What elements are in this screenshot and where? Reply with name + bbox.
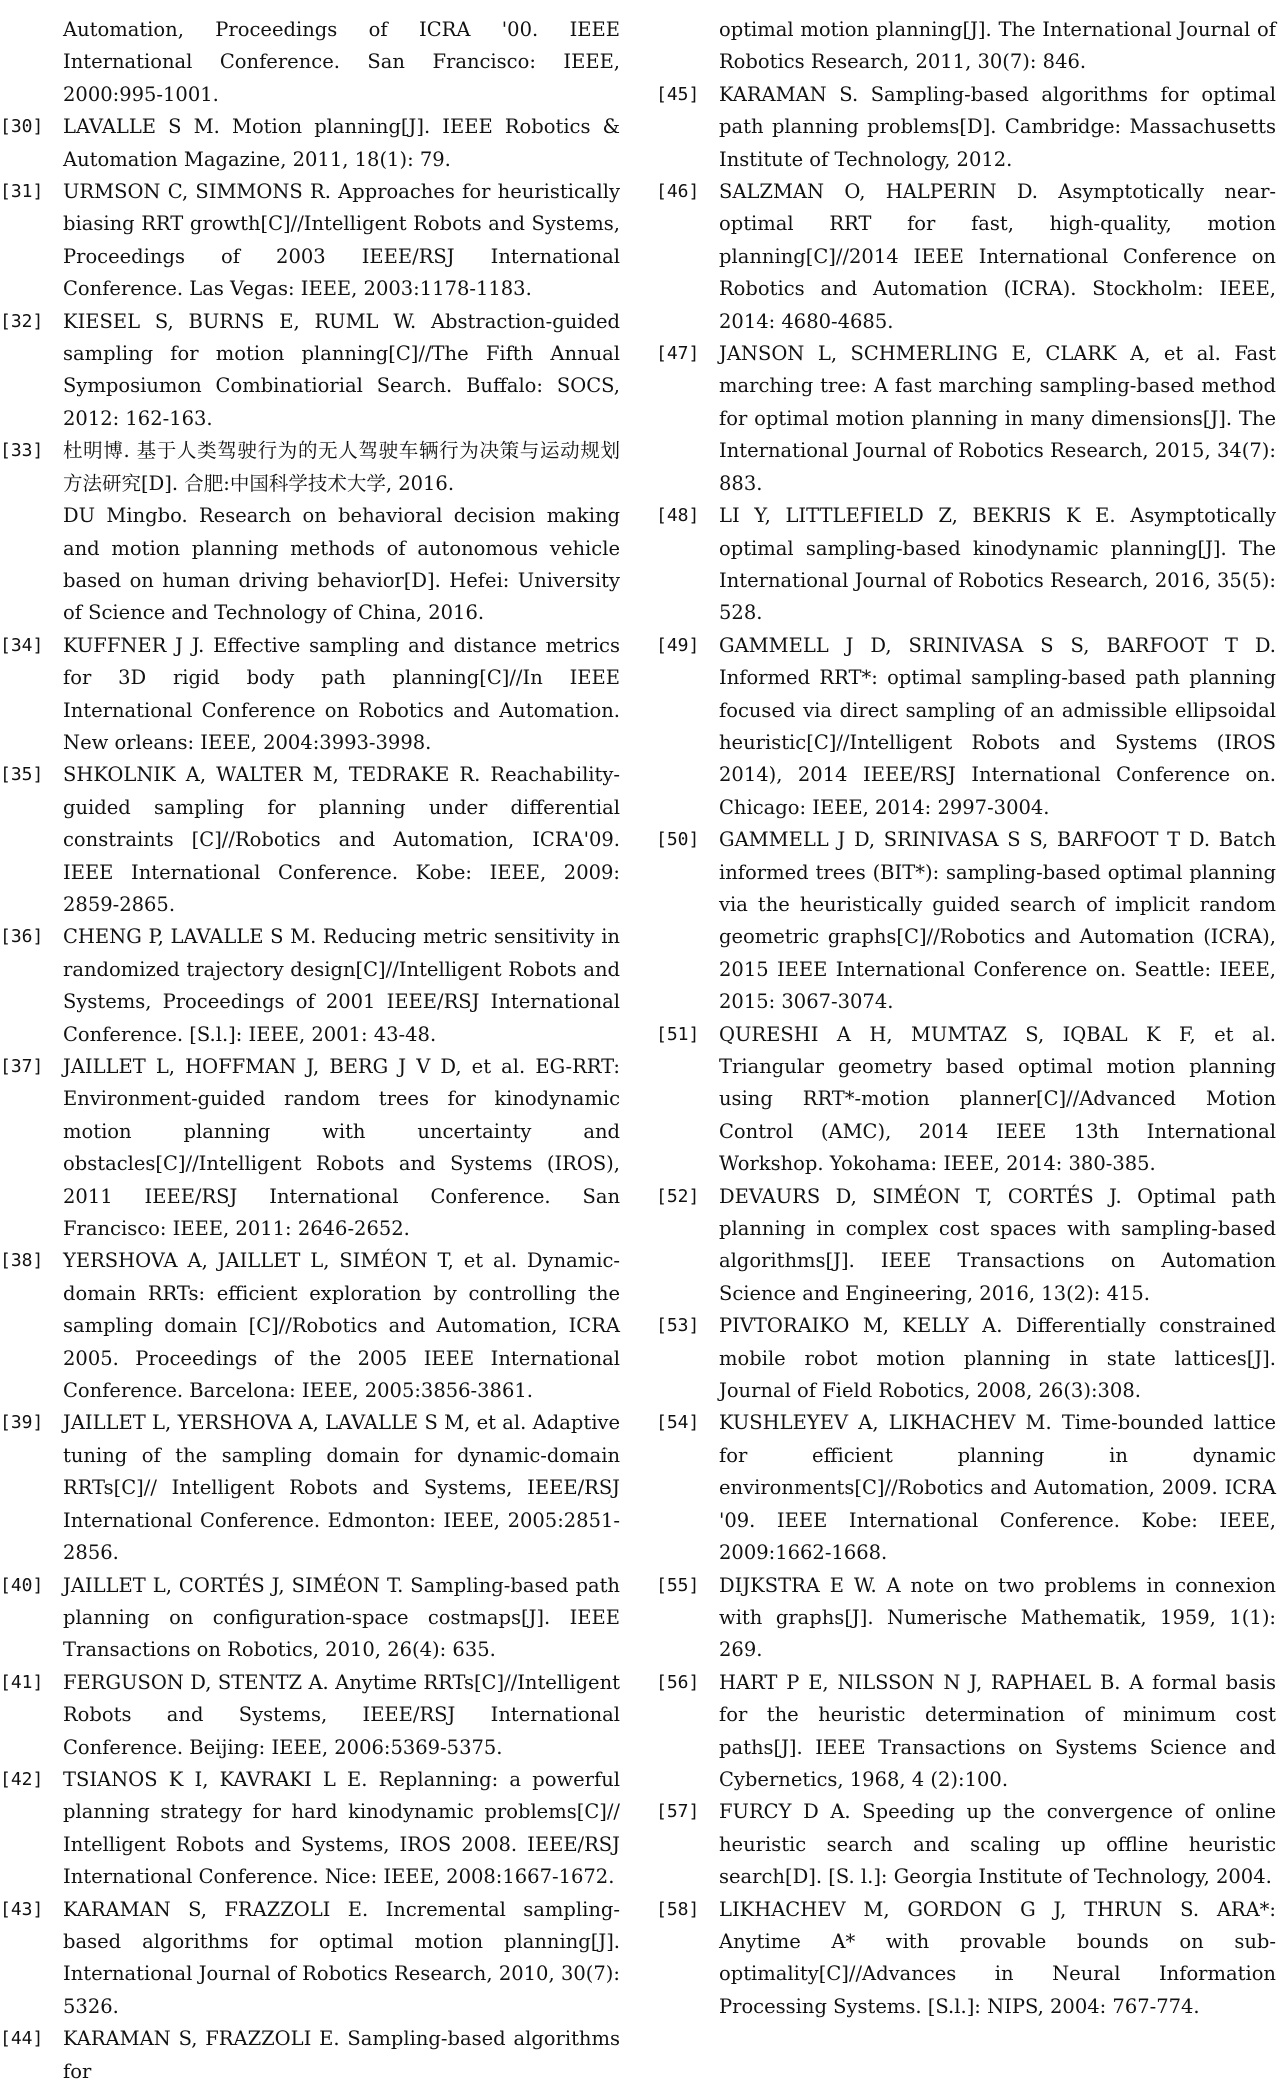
reference-text: JAILLET L, YERSHOVA A, LAVALLE S M, et al. Adaptive tuning of the sampling domain for dynamic-domain RRTs[C]// Intelligent Robots and Systems, IEEE/RSJ International Conference. Edmonton: IEEE, 2005:2851-2856.	[63, 1411, 620, 1565]
reference-entry	[656, 630, 1276, 824]
reference-text: KARAMAN S. Sampling-based algorithms for optimal path planning problems[D]. Cambridge: Massachusetts Institute of Technology, 2012.	[719, 82, 1276, 171]
reference-text: KIESEL S, BURNS E, RUML W. Abstraction-guided sampling for motion planning[C]//The Fifth Annual Symposiumon Combinatiorial Search. Buffalo: SOCS, 2012: 162-163.	[63, 309, 620, 430]
reference-entry	[0, 14, 620, 111]
reference-number: [51]	[656, 1023, 700, 1045]
reference-number: [57]	[656, 1801, 700, 1823]
reference-number: [32]	[0, 310, 44, 332]
reference-text: FURCY D A. Speeding up the convergence of online heuristic search and scaling up offline heuristic search[D]. [S. l.]: Georgia Institute of Technology, 2004.	[719, 1800, 1276, 1889]
reference-number: [45]	[656, 83, 700, 105]
reference-entry	[0, 1764, 620, 1894]
reference-number: [56]	[656, 1671, 700, 1693]
reference-column-right	[656, 14, 1276, 2023]
reference-number: [42]	[0, 1768, 44, 1790]
reference-number: [43]	[0, 1898, 44, 1920]
reference-entry	[656, 176, 1276, 338]
reference-entry	[656, 1019, 1276, 1181]
reference-number: [30]	[0, 116, 44, 138]
reference-text: QURESHI A H, MUMTAZ S, IQBAL K F, et al. Triangular geometry based optimal motion planning using RRT*-motion planner[C]//Advanced Motion Control (AMC), 2014 IEEE 13th International Workshop. Yokohama: IEEE, 2014: 380-385.	[719, 1022, 1276, 1176]
reference-text: SALZMAN O, HALPERIN D. Asymptotically near-optimal RRT for fast, high-quality, motion planning[C]//2014 IEEE International Conference on Robotics and Automation (ICRA). Stockholm: IEEE, 2014: 4680-4685.	[719, 180, 1276, 333]
reference-number: [39]	[0, 1412, 44, 1434]
reference-entry	[0, 176, 620, 306]
reference-entry	[656, 1181, 1276, 1311]
reference-entry	[0, 111, 620, 176]
reference-text: TSIANOS K I, KAVRAKI L E. Replanning: a powerful planning strategy for hard kinodynamic problems[C]// Intelligent Robots and Systems, IROS 2008. IEEE/RSJ International Conference. Nice: IEEE, 2008:1667-1672.	[63, 1767, 620, 1889]
reference-text: PIVTORAIKO M, KELLY A. Differentially constrained mobile robot motion planning in state lattices[J]. Journal of Field Robotics, 2008, 26(3):308.	[719, 1314, 1276, 1403]
reference-text: FERGUSON D, STENTZ A. Anytime RRTs[C]//Intelligent Robots and Systems, IEEE/RSJ International Conference. Beijing: IEEE, 2006:5369-5375.	[63, 1670, 620, 1759]
reference-text: DIJKSTRA E W. A note on two problems in connexion with graphs[J]. Numerische Mathematik, 1959, 1(1): 269.	[719, 1573, 1276, 1662]
reference-text: URMSON C, SIMMONS R. Approaches for heuristically biasing RRT growth[C]//Intelligent Robots and Systems, Proceedings of 2003 IEEE/RSJ International Conference. Las Vegas: IEEE, 2003:1178-1183.	[63, 180, 620, 301]
reference-entry	[0, 921, 620, 1051]
reference-number: [41]	[0, 1671, 44, 1693]
reference-entry	[0, 2023, 620, 2088]
reference-text: optimal motion planning[J]. The International Journal of Robotics Research, 2011, 30(7): 846.	[719, 18, 1276, 74]
reference-entry	[656, 824, 1276, 1018]
reference-entry	[0, 630, 620, 760]
reference-number: [37]	[0, 1056, 44, 1077]
reference-text: LAVALLE S M. Motion planning[J]. IEEE Robotics & Automation Magazine, 2011, 18(1): 79.	[63, 115, 620, 171]
reference-entry	[656, 500, 1276, 630]
reference-text: Automation, Proceedings of ICRA '00. IEEE International Conference. San Francisco: IEEE, 2000:995-1001.	[63, 18, 620, 106]
reference-text: KUFFNER J J. Effective sampling and distance metrics for 3D rigid body path planning[C]//In IEEE International Conference on Robotics and Automation. New orleans: IEEE, 2004:3993-3998.	[63, 633, 620, 754]
reference-number: [38]	[0, 1250, 44, 1272]
reference-entry	[656, 1894, 1276, 2024]
reference-entry	[656, 1667, 1276, 1797]
reference-column-left	[0, 14, 620, 2088]
reference-entry	[0, 435, 620, 629]
reference-text: JAILLET L, HOFFMAN J, BERG J V D, et al. EG-RRT: Environment-guided random trees for kinodynamic motion planning with uncertainty and obstacles[C]//Intelligent Robots and Systems (IROS), 2011 IEEE/RSJ International Conference. San Francisco: IEEE, 2011: 2646-2652.	[63, 1055, 620, 1241]
reference-text: GAMMELL J D, SRINIVASA S S, BARFOOT T D. Informed RRT*: optimal sampling-based path planning focused via direct sampling of an admissible ellipsoidal heuristic[C]//Intelligent Robots and Systems (IROS 2014), 2014 IEEE/RSJ International Conference on. Chicago: IEEE, 2014: 2997-3004.	[719, 633, 1276, 819]
reference-entry	[0, 1894, 620, 2024]
reference-number: [31]	[0, 181, 44, 203]
reference-entry	[656, 79, 1276, 176]
reference-number: [46]	[656, 181, 700, 203]
reference-text: YERSHOVA A, JAILLET L, SIMÉON T, et al. Dynamic-domain RRTs: efficient exploration by controlling the sampling domain [C]//Robotics and Automation, ICRA 2005. Proceedings of the 2005 IEEE International Conference. Barcelona: IEEE, 2005:3856-3861.	[63, 1249, 620, 1403]
reference-number: [35]	[0, 764, 44, 786]
reference-entry	[0, 1245, 620, 1407]
reference-text: KARAMAN S, FRAZZOLI E. Sampling-based algorithms for	[63, 2027, 620, 2083]
reference-entry	[656, 1796, 1276, 1893]
reference-entry	[0, 1570, 620, 1667]
reference-number: [49]	[656, 634, 700, 656]
reference-entry	[0, 1667, 620, 1764]
reference-number: [54]	[656, 1412, 700, 1434]
reference-entry	[0, 306, 620, 436]
reference-text: JAILLET L, CORTÉS J, SIMÉON T. Sampling-based path planning on configuration-space costmaps[J]. IEEE Transactions on Robotics, 2010, 26(4): 635.	[63, 1573, 620, 1662]
reference-entry	[0, 1407, 620, 1569]
reference-number: [47]	[656, 343, 700, 365]
reference-text: JANSON L, SCHMERLING E, CLARK A, et al. Fast marching tree: A fast marching sampling-based method for optimal motion planning in many dimensions[J]. The International Journal of Robotics Research, 2015, 34(7): 883.	[719, 342, 1276, 495]
reference-entry	[656, 1407, 1276, 1569]
reference-number: [36]	[0, 926, 44, 948]
reference-text: DEVAURS D, SIMÉON T, CORTÉS J. Optimal path planning in complex cost spaces with sampling-based algorithms[J]. IEEE Transactions on Automation Science and Engineering, 2016, 13(2): 415.	[719, 1184, 1276, 1305]
reference-number: [58]	[656, 1898, 700, 1920]
reference-entry	[656, 1570, 1276, 1667]
reference-entry	[0, 1051, 620, 1245]
reference-entry	[0, 759, 620, 921]
reference-text: LI Y, LITTLEFIELD Z, BEKRIS K E. Asymptotically optimal sampling-based kinodynamic planning[J]. The International Journal of Robotics Research, 2016, 35(5): 528.	[719, 504, 1276, 625]
reference-text: KUSHLEYEV A, LIKHACHEV M. Time-bounded lattice for efficient planning in dynamic environments[C]//Robotics and Automation, 2009. ICRA '09. IEEE International Conference. Kobe: IEEE, 2009:1662-1668.	[719, 1411, 1276, 1565]
reference-number: [34]	[0, 634, 44, 656]
reference-number: [50]	[656, 829, 700, 851]
reference-text-chinese: 杜明博. 基于人类驾驶行为的无人驾驶车辆行为决策与运动规划方法研究[D]. 合肥:中国科学技术大学, 2016.	[63, 439, 620, 495]
reference-number: [55]	[656, 1574, 700, 1596]
reference-number: [40]	[0, 1574, 44, 1596]
reference-number: [53]	[656, 1315, 700, 1337]
reference-number: [52]	[656, 1185, 700, 1207]
reference-number: [33]	[0, 440, 44, 462]
reference-number: [48]	[656, 505, 700, 527]
reference-text: CHENG P, LAVALLE S M. Reducing metric sensitivity in randomized trajectory design[C]//Intelligent Robots and Systems, Proceedings of 2001 IEEE/RSJ International Conference. [S.l.]: IEEE, 2001: 43-48.	[63, 925, 620, 1046]
reference-entry	[656, 14, 1276, 79]
reference-entry	[656, 1310, 1276, 1407]
reference-text: GAMMELL J D, SRINIVASA S S, BARFOOT T D. Batch informed trees (BIT*): sampling-based optimal planning via the heuristically guided search of implicit random geometric graphs[C]//Robotics and Automation (ICRA), 2015 IEEE International Conference on. Seattle: IEEE, 2015: 3067-3074.	[719, 828, 1276, 1014]
reference-text: HART P E, NILSSON N J, RAPHAEL B. A formal basis for the heuristic determination of minimum cost paths[J]. IEEE Transactions on Systems Science and Cybernetics, 1968, 4 (2):100.	[719, 1670, 1276, 1791]
reference-text: SHKOLNIK A, WALTER M, TEDRAKE R. Reachability-guided sampling for planning under differential constraints [C]//Robotics and Automation, ICRA'09. IEEE International Conference. Kobe: IEEE, 2009: 2859-2865.	[63, 763, 620, 916]
reference-text: DU Mingbo. Research on behavioral decision making and motion planning methods of autonomous vehicle based on human driving behavior[D]. Hefei: University of Science and Technology of China, 2016.	[63, 504, 620, 625]
reference-entry	[656, 338, 1276, 500]
reference-text: KARAMAN S, FRAZZOLI E. Incremental sampling-based algorithms for optimal motion planning[J]. International Journal of Robotics Research, 2010, 30(7): 5326.	[63, 1897, 620, 2018]
reference-number: [44]	[0, 2028, 44, 2050]
reference-text: LIKHACHEV M, GORDON G J, THRUN S. ARA*: Anytime A* with provable bounds on sub-optimality[C]//Advances in Neural Information Processing Systems. [S.l.]: NIPS, 2004: 767-774.	[719, 1897, 1276, 2018]
